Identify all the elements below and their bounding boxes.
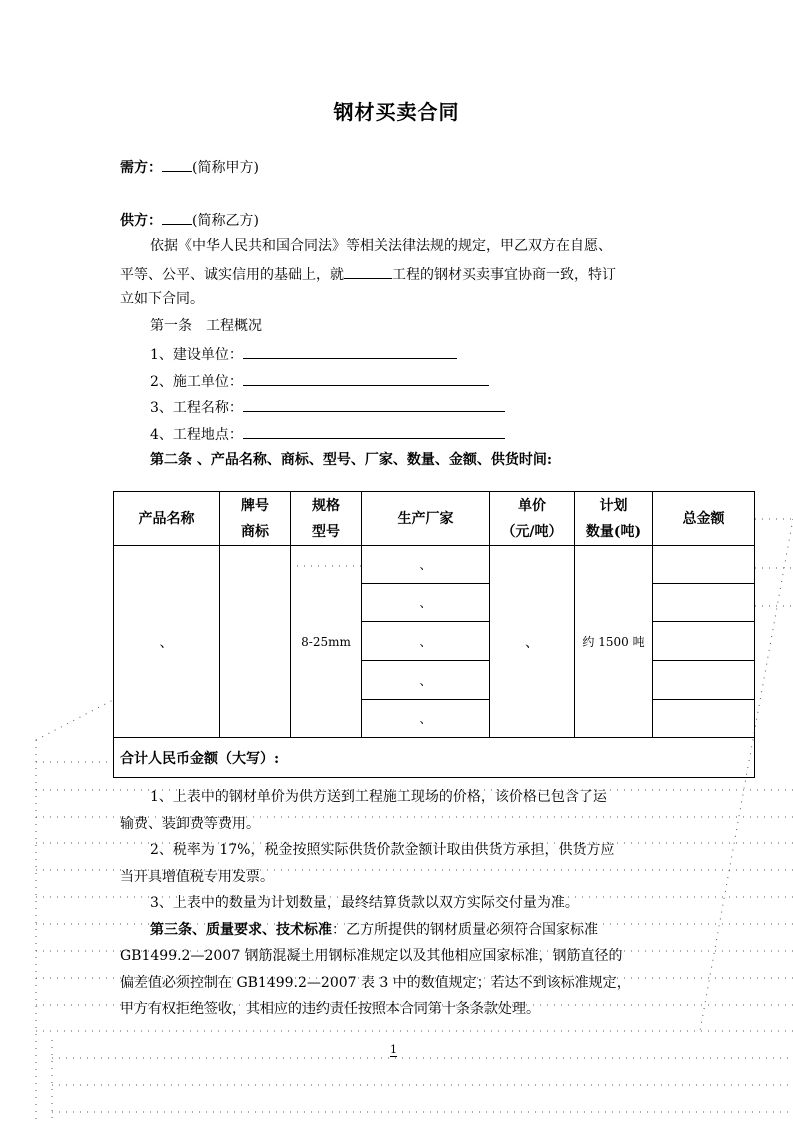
total-amount-uppercase[interactable]: 合计人民币金额（大写）: — [114, 738, 755, 778]
article1-item-2 — [150, 371, 489, 391]
article3-line-1-rest: ：乙方所提供的钢材质量必须符合国家标准 — [332, 922, 598, 938]
cell-total-4[interactable] — [653, 661, 755, 700]
note-1-line-2: 输费、装卸费等费用。 — [120, 816, 260, 832]
article1-item-3 — [150, 397, 505, 417]
supply-party-line — [120, 210, 259, 230]
project-location-field[interactable] — [243, 424, 505, 439]
note-3: 3、上表中的数量为计划数量，最终结算货款以双方实际交付量为准。 — [150, 895, 579, 911]
note-2-line-2: 当开具增值税专用发票。 — [120, 869, 274, 885]
supply-label: 供方： — [120, 213, 162, 229]
demand-name-blank[interactable] — [162, 157, 192, 172]
table-header-row — [114, 492, 755, 546]
page-number: 1 — [390, 1043, 397, 1056]
intro-line-2a: 平等、公平、诚实信用的基础上，就 — [120, 267, 344, 283]
cell-maker-4[interactable]: 、 — [362, 661, 490, 700]
article1-heading: 第一条 工程概况 — [150, 318, 262, 334]
project-name-label: 3、工程名称： — [150, 400, 243, 416]
project-location-label: 4、工程地点： — [150, 427, 243, 443]
cell-total-2[interactable] — [653, 584, 755, 622]
header-spec: 规格 型号 — [291, 492, 362, 546]
table-total-row — [114, 738, 755, 778]
article2-heading: 第二条 、产品名称、商标、型号、厂家、数量、金额、供货时间: — [150, 452, 553, 468]
intro-line-1: 依据《中华人民共和国合同法》等相关法律法规的规定，甲乙双方在自愿、 — [150, 238, 612, 254]
cell-product-name[interactable]: 、 — [114, 546, 220, 738]
article3-line-2: GB1499.2—2007 钢筋混凝土用钢标准规定以及其他相应国家标准，钢筋直径的 — [120, 948, 623, 964]
article3-line-1 — [150, 921, 598, 939]
project-name-blank[interactable] — [344, 264, 392, 279]
cell-spec[interactable]: 8-25mm — [291, 546, 362, 738]
cell-brand[interactable] — [220, 546, 291, 738]
article3-line-3: 偏差值必须控制在 GB1499.2—2007 表 3 中的数值规定；若达不到该标准规定， — [120, 975, 631, 991]
cell-unit-price[interactable]: 、 — [490, 546, 575, 738]
intro-line-3: 立如下合同。 — [120, 291, 204, 307]
table-row — [114, 546, 755, 584]
demand-party-line — [120, 157, 259, 177]
construction-unit-field[interactable] — [243, 344, 457, 359]
project-name-field[interactable] — [243, 397, 505, 412]
intro-line-2b: 工程的钢材买卖事宜协商一致，特订 — [392, 267, 616, 283]
demand-label: 需方： — [120, 160, 162, 176]
header-planned-qty: 计划 数量(吨) — [575, 492, 653, 546]
article3-line-4: 甲方有权拒绝签收，其相应的违约责任按照本合同第十条条款处理。 — [120, 1001, 540, 1017]
note-1-line-1: 1、上表中的钢材单价为供方送到工程施工现场的价格，该价格已包含了运 — [150, 789, 607, 805]
construction-unit-label: 1、建设单位： — [150, 347, 243, 363]
header-product-name: 产品名称 — [114, 492, 220, 546]
header-unit-price: 单价 （元/吨） — [490, 492, 575, 546]
cell-total-1[interactable] — [653, 546, 755, 584]
document-title: 钢材买卖合同 — [333, 100, 460, 124]
article1-item-4 — [150, 424, 505, 444]
header-total-amount: 总金额 — [653, 492, 755, 546]
cell-total-5[interactable] — [653, 700, 755, 738]
contractor-unit-label: 2、施工单位： — [150, 374, 243, 390]
contractor-unit-field[interactable] — [243, 371, 489, 386]
header-maker: 生产厂家 — [362, 492, 490, 546]
article3-heading: 第三条、质量要求、技术标准 — [150, 922, 332, 938]
cell-maker-2[interactable]: 、 — [362, 584, 490, 622]
article1-item-1 — [150, 344, 457, 364]
note-2-line-1: 2、税率为 17%，税金按照实际供货价款金额计取由供货方承担，供货方应 — [150, 842, 615, 858]
demand-abbr: (简称甲方) — [192, 160, 259, 176]
supply-name-blank[interactable] — [162, 210, 192, 225]
intro-line-2 — [120, 264, 616, 284]
cell-planned-qty[interactable]: 约 1500 吨 — [575, 546, 653, 738]
header-brand: 牌号 商标 — [220, 492, 291, 546]
cell-total-3[interactable] — [653, 622, 755, 661]
cell-maker-3[interactable]: 、 — [362, 622, 490, 661]
cell-maker-1[interactable]: 、 — [362, 546, 490, 584]
supply-abbr: (简称乙方) — [192, 213, 259, 229]
cell-maker-5[interactable]: 、 — [362, 700, 490, 738]
product-table — [113, 491, 755, 778]
